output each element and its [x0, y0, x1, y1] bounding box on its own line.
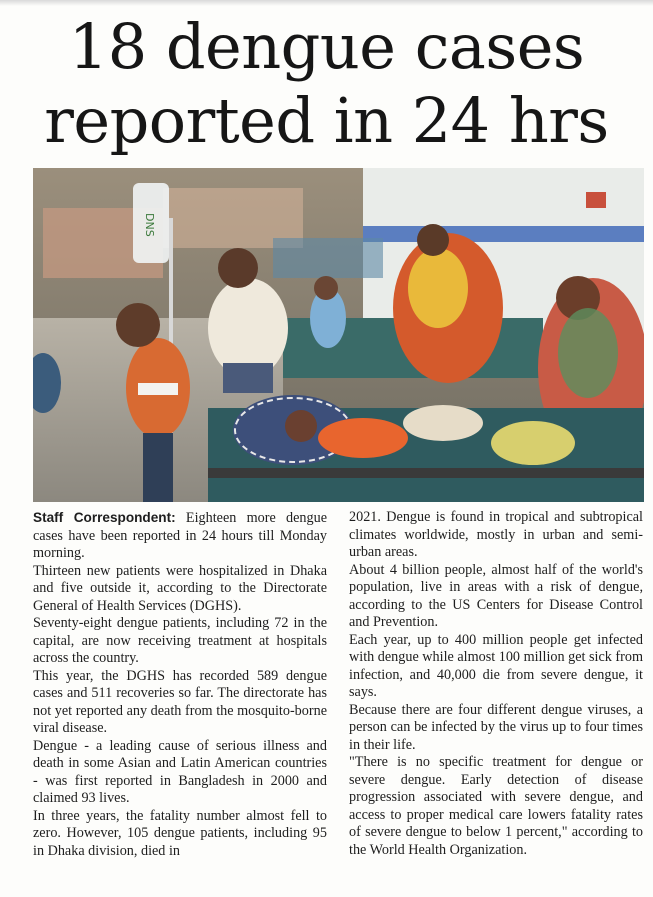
- paragraph: Seventy-eight dengue patients, including 72 in the capital, are now receiving treatment at hospitals across the country.: [33, 615, 327, 666]
- headline: [0, 10, 653, 158]
- paragraph: In three years, the fatality number almost fell to zero. However, 105 dengue patients, including 95 in Dhaka division, died in: [33, 807, 327, 859]
- hospital-ward-illustration: [33, 168, 644, 502]
- article-column-right: [349, 509, 643, 859]
- headline-line-2: reported in 24 hrs: [44, 84, 609, 157]
- paragraph: Thirteen new patients were hospitalized in Dhaka and five outside it, according to the Directorate General of Health Services (DGHS).: [33, 562, 327, 614]
- headline-line-1: 18 dengue cases: [68, 10, 585, 83]
- article-body: [33, 509, 644, 889]
- paragraph: Dengue - a leading cause of serious illness and death in some Asian and Latin American countries - was first reported in Bangladesh in 2000 and claimed 93 lives.: [33, 737, 327, 806]
- news-photo: [33, 168, 644, 502]
- paragraph: "There is no specific treatment for dengue or severe dengue. Early detection of disease progression associated with severe dengue, and access to proper medical care lowers fatality rates of severe dengue to below 1 percent," according to the World Health Organization.: [349, 754, 643, 858]
- paragraph: Each year, up to 400 million people get infected with dengue while almost 100 million get sick from infection, and 40,000 die from severe dengue, it says.: [349, 631, 643, 700]
- paragraph: About 4 billion people, almost half of the world's population, live in areas with a risk of dengue, according to the US Centers for Disease Control and Prevention.: [349, 561, 643, 630]
- paragraph: This year, the DGHS has recorded 589 dengue cases and 511 recoveries so far. The directorate has not yet reported any death from the mosquito-borne viral disease.: [33, 667, 327, 736]
- paragraph: 2021. Dengue is found in tropical and subtropical climates worldwide, mostly in urban and semi-urban areas.: [349, 509, 643, 560]
- drip-bag-label: DNS: [143, 213, 156, 237]
- clipping-edge: [0, 0, 653, 6]
- paragraph: [33, 509, 327, 563]
- article-column-left: [33, 509, 327, 860]
- paragraph-text: Eighteen more dengue cases have been reported in 24 hours till Monday morning.: [33, 510, 327, 561]
- byline: Staff Correspondent:: [33, 510, 176, 525]
- paragraph: Because there are four different dengue viruses, a person can be infected by the virus up to four times in their life.: [349, 701, 643, 753]
